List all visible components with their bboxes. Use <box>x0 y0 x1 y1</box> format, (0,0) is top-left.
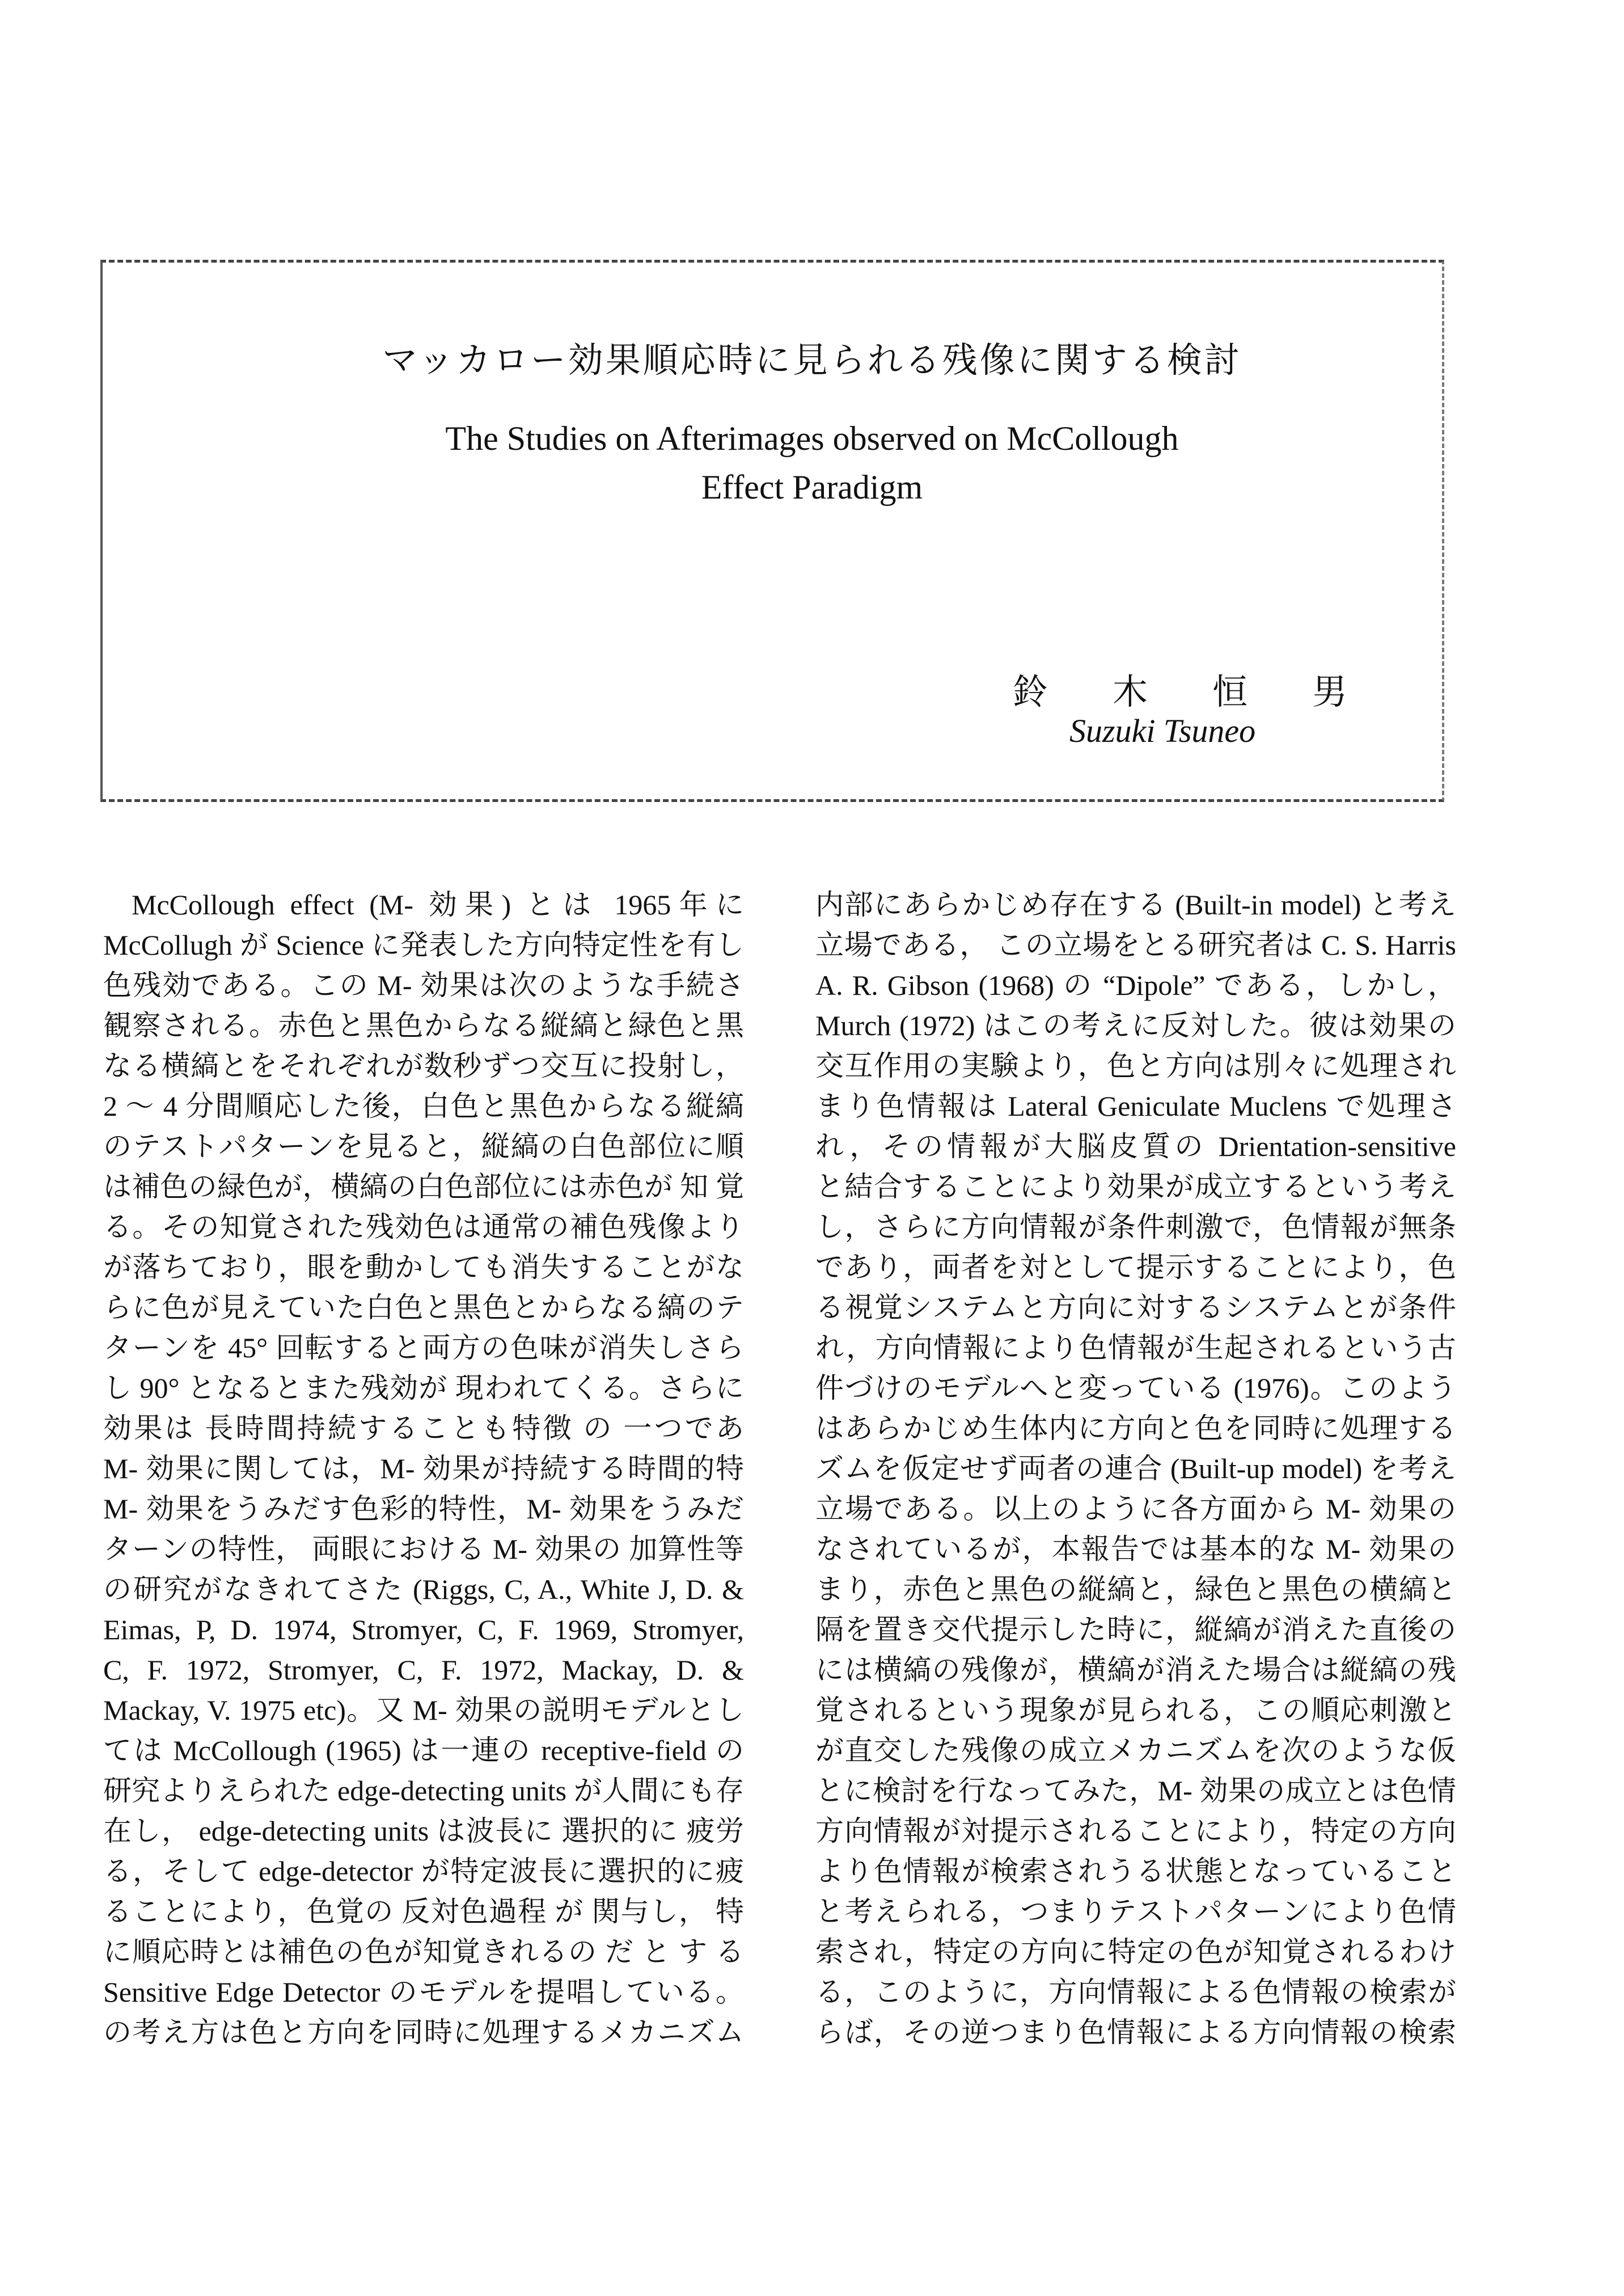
text-line: M- 効果に関しては，M- 効果が持続する時間的特 <box>103 1453 744 1484</box>
text-line: の研究がなきれてさた (Riggs, C, A., White J, D. & <box>103 1573 744 1605</box>
text-line: に順応時とは補色の色が知覚きれるの だ と す る <box>103 1936 744 1968</box>
text-line: まり色情報は Lateral Geniculate Muclens で処理さ <box>815 1090 1456 1122</box>
text-line: 効果は 長時間持続することも特徴 の 一つであ <box>103 1412 744 1444</box>
text-line: Eimas, P, D. 1974, Stromyer, C, F. 1969, Stromyer, <box>103 1614 744 1645</box>
text-line: と考えられる，つまりテストパターンにより色情 <box>815 1896 1456 1927</box>
text-line: 立場である。以上のように各方面から M- 効果の <box>815 1493 1456 1525</box>
text-line: A. R. Gibson (1968) の “Dipole” である，しかし， <box>815 969 1456 1001</box>
text-line: 件づけのモデルへと変っている (1976)。このよう <box>815 1372 1456 1404</box>
text-line: ては McCollough (1965) は一連の receptive-field の <box>103 1734 744 1766</box>
text-line: し，さらに方向情報が条件刺激で，色情報が無条 <box>815 1211 1456 1243</box>
title-japanese: マッカロー効果順応時に見られる残像に関する検討 <box>382 339 1242 381</box>
title-english-line-1: The Studies on Afterimages observed on McCollough <box>445 420 1179 457</box>
text-line: が落ちており，眼を動かしても消失することがな <box>103 1251 744 1283</box>
text-line: 色残効である。この M- 効果は次のような手続さ <box>103 969 744 1001</box>
author-char: 木 <box>1112 671 1148 712</box>
text-line: 立場である， この立場をとる研究者は C. S. Harris <box>815 929 1456 961</box>
text-line: らば，その逆つまり色情報による方向情報の検索 <box>815 2016 1456 2048</box>
text-line: C, F. 1972, Stromyer, C, F. 1972, Mackay, D. & <box>103 1654 744 1686</box>
text-line: Mackay, V. 1975 etc)。又 M- 効果の説明モデルとし <box>103 1694 744 1726</box>
text-line: と結合することにより効果が成立するという考え <box>815 1171 1456 1202</box>
text-line: ることにより，色覚の 反対色過程 が 関与し， 特 <box>103 1896 744 1927</box>
text-line: 内部にあらかじめ存在する (Built-in model) と考え <box>815 889 1456 921</box>
text-line: 隔を置き交代提示した時に，縦縞が消えた直後の <box>815 1614 1456 1645</box>
text-line: 方向情報が対提示されることにより，特定の方向 <box>815 1815 1456 1847</box>
text-line: M- 効果をうみだす色彩的特性，M- 効果をうみだ <box>103 1493 744 1525</box>
author-char: 鈴 <box>1013 671 1048 712</box>
text-line: 索され，特定の方向に特定の色が知覚されるわけ <box>815 1936 1456 1968</box>
text-line: Murch (1972) はこの考えに反対した。彼は効果の <box>815 1010 1456 1041</box>
author-english: Suzuki Tsuneo <box>1069 712 1256 749</box>
text-line: McCollough effect (M- 効果) とは 1965年に <box>132 889 744 921</box>
text-line: 2 〜 4 分間順応した後，白色と黒色からなる縦縞 <box>103 1090 744 1122</box>
text-line: はあらかじめ生体内に方向と色を同時に処理する <box>815 1412 1456 1444</box>
title-english-line-2: Effect Paradigm <box>701 469 923 506</box>
text-line: であり，両者を対として提示することにより，色 <box>815 1251 1456 1283</box>
text-line: 覚されるという現象が見られる，この順応刺激と <box>815 1694 1456 1726</box>
text-line: より色情報が検索されうる状態となっていること <box>815 1855 1456 1887</box>
text-line: れ，方向情報により色情報が生起されるという古 <box>815 1332 1456 1364</box>
text-line: が直交した残像の成立メカニズムを次のような仮 <box>815 1734 1456 1766</box>
text-line: し 90° となるとまた残効が 現われてくる。さらに <box>103 1372 744 1404</box>
text-line: 在し， edge-detecting units は波長に 選択的に 疲労 <box>103 1815 744 1847</box>
author-char: 男 <box>1312 671 1347 712</box>
text-line: ズムを仮定せず両者の連合 (Built-up model) を考え <box>815 1453 1456 1484</box>
text-line: る，そして edge-detector が特定波長に選択的に疲 <box>103 1855 744 1887</box>
text-line: McCollugh が Science に発表した方向特定性を有し <box>103 929 744 961</box>
text-line: なる横縞とをそれぞれが数秒ずつ交互に投射し， <box>103 1050 744 1082</box>
author-char: 恒 <box>1212 671 1247 712</box>
body-column-left <box>103 885 744 2053</box>
text-line: の考え方は色と方向を同時に処理するメカニズム <box>103 2016 744 2048</box>
title-english <box>0 414 1624 512</box>
text-line: のテストパターンを見ると，縦縞の白色部位に順 <box>103 1130 744 1162</box>
author-japanese <box>1013 664 1347 714</box>
text-line: 交互作用の実験より，色と方向は別々に処理され <box>815 1050 1456 1082</box>
text-line: ターンを 45° 回転すると両方の色味が消失しさら <box>103 1332 744 1364</box>
body-column-right <box>815 885 1456 2053</box>
text-line: 研究よりえられた edge-detecting units が人間にも存 <box>103 1775 744 1807</box>
text-line: る視覚システムと方向に対するシステムとが条件 <box>815 1291 1456 1323</box>
text-line: Sensitive Edge Detector のモデルを提唱している。 <box>103 1976 744 2008</box>
text-line: る。その知覚された残効色は通常の補色残像より <box>103 1211 744 1243</box>
text-line: らに色が見えていた白色と黒色とからなる縞のテ <box>103 1291 744 1323</box>
text-line: 観察される。赤色と黒色からなる縦縞と緑色と黒 <box>103 1010 744 1041</box>
text-line: まり，赤色と黒色の縦縞と，緑色と黒色の横縞と <box>815 1573 1456 1605</box>
text-line: には横縞の残像が，横縞が消えた場合は縦縞の残 <box>815 1654 1456 1686</box>
text-line: なされているが，本報告では基本的な M- 効果の <box>815 1533 1456 1565</box>
text-line: とに検討を行なってみた，M- 効果の成立とは色情 <box>815 1775 1456 1807</box>
text-line: れ，その情報が大脳皮質の Drientation-sensitive <box>815 1130 1456 1162</box>
text-line: ターンの特性， 両眼における M- 効果の 加算性等 <box>103 1533 744 1565</box>
text-line: る，このように，方向情報による色情報の検索が <box>815 1976 1456 2008</box>
text-line: は補色の緑色が，横縞の白色部位には赤色が 知 覚 <box>103 1171 744 1202</box>
